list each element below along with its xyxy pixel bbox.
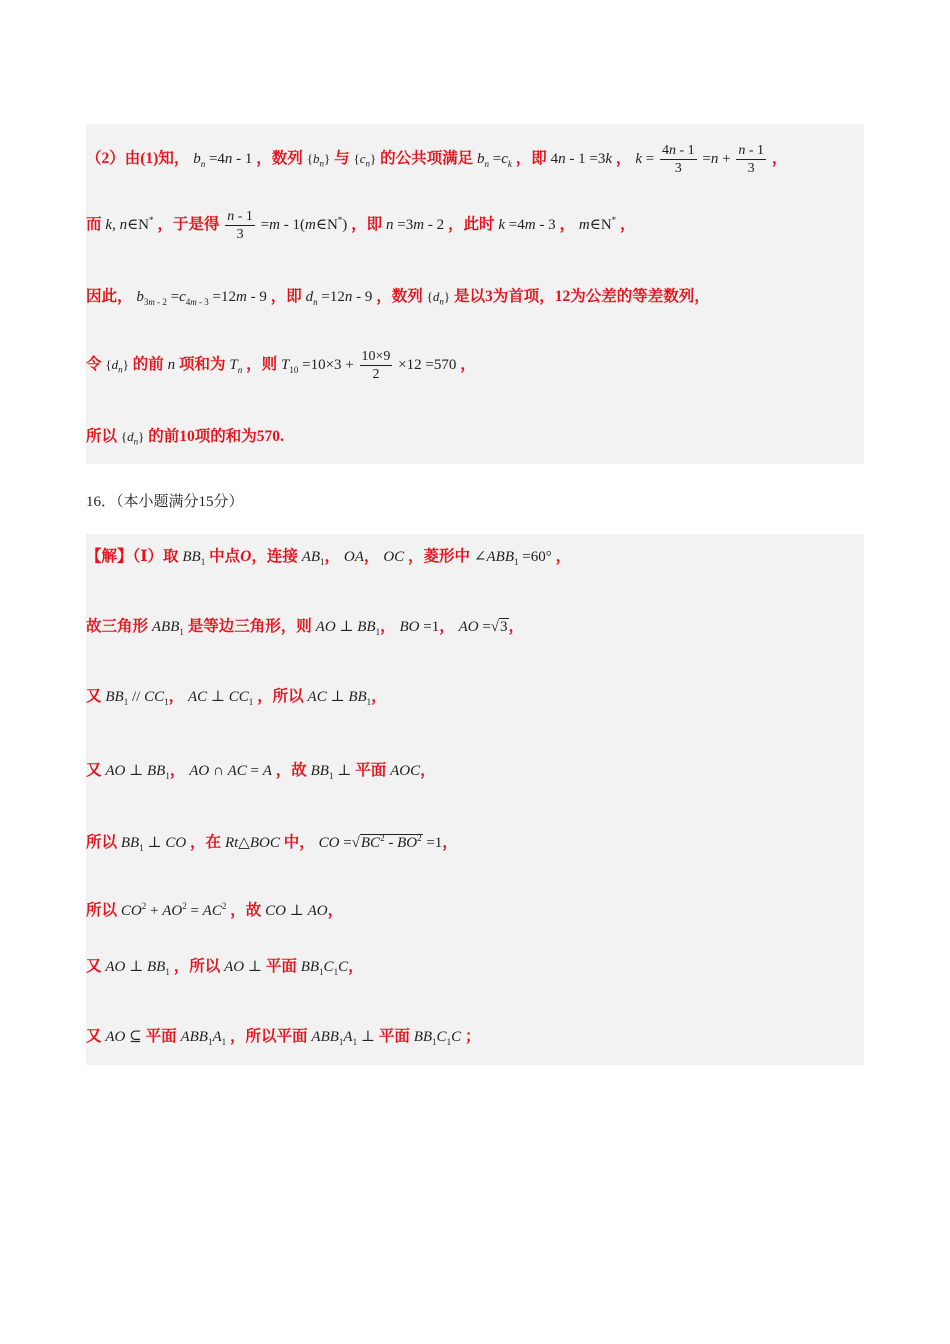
part2-line-3: 因此， $b_{3m - 2} =c_{4m - 3} =12m - 9$ ，即 $d_n =12n - 9$ ，数列 $\{d_n\}$ 是以3为首项，12为公差的等差数列， [86,288,710,307]
sol16-line-7: 又 AO ⊥ $BB_1$ ，所以 AO ⊥ 平面 $BB_1C_1C$， [86,958,364,977]
part2-line-1: （2）由(1)知， $b_n =4n - 1$ ，数列 $\{b_n\}$ 与 $\{c_n\}$ 的公共项满足 $b_n =c_k$ ，即 4n - 1 =3k ， k = $\frac{4n - 1}{3}$ =n + $\frac{n - 1}{3}$ ， [86,143,788,176]
part2-line-4: 令 $\{d_n\}$ 的前 n 项和为 $T_n$ ，则 $T_{10} =10\times 3$ + $\frac{10\times 9}{2}$ ×12 =570 ， [86,349,476,382]
solution16-block [86,534,864,1065]
sol16-line-4: 又 AO ⊥ $BB_1$， AO ∩ AC = A ，故 $BB_1$ ⊥ 平面 AOC， [86,762,436,781]
part2-line-2: 而 k, n∈N* ，于是得 $\frac{n - 1}{3}$ =m - 1(m∈N*) ，即 n =3m - 2 ，此时 k =4m - 3 ， m∈N* ， [86,209,636,242]
sol16-line-6: 所以 $CO^2 + AO^2 = AC^2$ ，故 CO ⊥ AO， [86,901,344,919]
question-16-header: 16．（本小题满分15分） [86,494,244,510]
sol16-line-1: 【解】（Ⅰ）取 $BB_1$ 中点O，连接 $AB_1$， OA， OC ，菱形中 $\angle ABB_1 =60^\circ$ ， [86,548,572,567]
sol16-line-2: 故三角形 $ABB_1$ 是等边三角形，则 AO ⊥ $BB_1$， BO =1， AO =√3， [86,618,525,637]
sol16-line-3: 又 $BB_1 // CC_1$， AC ⊥ $CC_1$ ，所以 AC ⊥ $BB_1$， [86,688,387,707]
part2-solution-block [86,124,864,464]
part2-line-5: 所以 $\{d_n\}$ 的前10项的和为570. [86,428,284,447]
sol16-line-8: 又 AO ⊆ 平面 $ABB_1A_1$ ，所以平面 $ABB_1A_1$ ⊥ 平面 $BB_1C_1C$ ； [86,1028,481,1047]
sol16-line-5: 所以 $BB_1$ ⊥ CO ，在 Rt△BOC 中， CO $=√BC^2 - BO^2 =1$， [86,833,458,853]
